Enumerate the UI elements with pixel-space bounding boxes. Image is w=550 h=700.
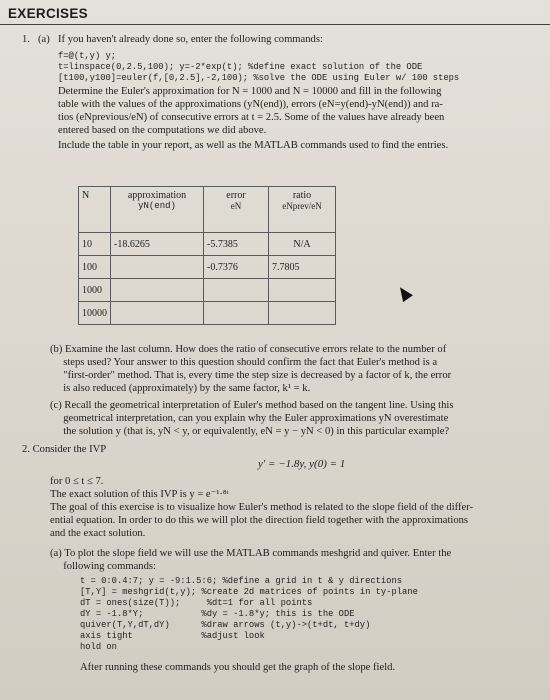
code-line: f=@(t,y) y; — [58, 51, 117, 61]
ex2-after-text: After running these commands you should get the graph of the slope field. — [80, 662, 396, 673]
ex2-part-a-line: following commands: — [50, 561, 156, 572]
exercise-1-number: 1. — [22, 34, 30, 45]
ex2-line: The exact solution of this IVP is y = e⁻¹·⁸ᵗ — [50, 489, 229, 500]
mouse-cursor-icon — [395, 284, 413, 302]
cell: -0.7376 — [204, 256, 269, 279]
code-line: [t100,y100]=euler(f,[0,2.5],-2,100); %solve the ODE using Euler w/ 100 steps — [58, 73, 460, 83]
divider — [0, 24, 550, 25]
cell: 10 — [79, 233, 111, 256]
part-b-line: "first-order" method. That is, every time the step size is decreased by a factor of k, the error — [50, 370, 452, 381]
cell — [204, 279, 269, 302]
cell — [204, 302, 269, 325]
cell: 1000 — [79, 279, 111, 302]
header-ratio: ratio eNprev/eN — [269, 187, 336, 233]
cell: -5.7385 — [204, 233, 269, 256]
code-line: dY = -1.8*Y; %dy = -1.8*y; this is the ODE — [80, 609, 355, 619]
cell — [269, 302, 336, 325]
table-row — [79, 256, 336, 279]
code-line: [T,Y] = meshgrid(t,y); %create 2d matrices of points in ty-plane — [80, 587, 418, 597]
results-table — [78, 186, 336, 325]
exercise-1-intro: If you haven't already done so, enter the following commands: — [58, 34, 323, 45]
ex2-line: ential equation. In order to do this we will plot the direction field together with the approximations — [50, 515, 469, 526]
part-b-line: steps used? Your answer to this question should confirm the fact that Euler's method is a — [50, 357, 438, 368]
code-line: axis tight %adjust look — [80, 631, 265, 641]
cell — [111, 279, 204, 302]
code-line: hold on — [80, 642, 117, 652]
exercise-2-heading: 2. Consider the IVP — [22, 444, 107, 455]
page-title: EXERCISES — [8, 6, 88, 21]
part-c-line: the solution y (that is, yN < y, or equivalently, eN = y − yN < 0) in this particular example? — [50, 426, 450, 437]
ex2-line: for 0 ≤ t ≤ 7. — [50, 476, 104, 487]
cell — [269, 279, 336, 302]
code-line: dT = ones(size(T)); %dt=1 for all points — [80, 598, 313, 608]
cell: N/A — [269, 233, 336, 256]
part-b-line: is also reduced (approximately) by the same factor, k¹ = k. — [50, 383, 311, 394]
ivp-equation: y′ = −1.8y, y(0) = 1 — [258, 458, 346, 470]
paragraph-line: tios (eNprevious/eN) of consecutive errors at t = 2.5. Some of the values have already been — [58, 112, 445, 123]
cell: 100 — [79, 256, 111, 279]
table-row — [79, 279, 336, 302]
code-line: t = 0:0.4:7; y = -9:1.5:6; %define a grid in t & y directions — [80, 576, 403, 586]
table-row — [79, 233, 336, 256]
part-b-line: (b) Examine the last column. How does the ratio of consecutive errors relate to the number of — [50, 344, 447, 355]
part-c-line: geometrical interpretation, can you explain why the Euler approximations yN overestimate — [50, 413, 449, 424]
ex2-part-a-line: (a) To plot the slope field we will use the MATLAB commands meshgrid and quiver. Enter the — [50, 548, 452, 559]
table-header-row — [79, 187, 336, 233]
table-row — [79, 302, 336, 325]
header-approximation: approximation yN(end) — [111, 187, 204, 233]
ex2-line: and the exact solution. — [50, 528, 146, 539]
cell: 10000 — [79, 302, 111, 325]
paragraph-line: Include the table in your report, as well as the MATLAB commands used to find the entries. — [58, 140, 449, 151]
cell — [111, 302, 204, 325]
part-c-line: (c) Recall the geometrical interpretation of Euler's method based on the tangent line. Using this — [50, 400, 454, 411]
cell: 7.7805 — [269, 256, 336, 279]
code-line: quiver(T,Y,dT,dY) %draw arrows (t,y)->(t+dt, t+dy) — [80, 620, 371, 630]
paragraph-line: Determine the Euler's approximation for N = 1000 and N = 10000 and fill in the following — [58, 86, 442, 97]
paragraph-line: table with the values of the approximations (yN(end)), errors (eN=y(end)-yN(end)) and ra- — [58, 99, 443, 110]
header-n: N — [79, 187, 111, 233]
code-line: t=linspace(0,2.5,100); y=-2*exp(t); %define exact solution of the ODE — [58, 62, 423, 72]
paragraph-line: entered based on the computations we did above. — [58, 125, 267, 136]
ex2-line: The goal of this exercise is to visualize how Euler's method is related to the slope field of the differ- — [50, 502, 474, 513]
part-a-label: (a) — [38, 34, 50, 45]
header-error: error eN — [204, 187, 269, 233]
cell — [111, 256, 204, 279]
cell: -18.6265 — [111, 233, 204, 256]
